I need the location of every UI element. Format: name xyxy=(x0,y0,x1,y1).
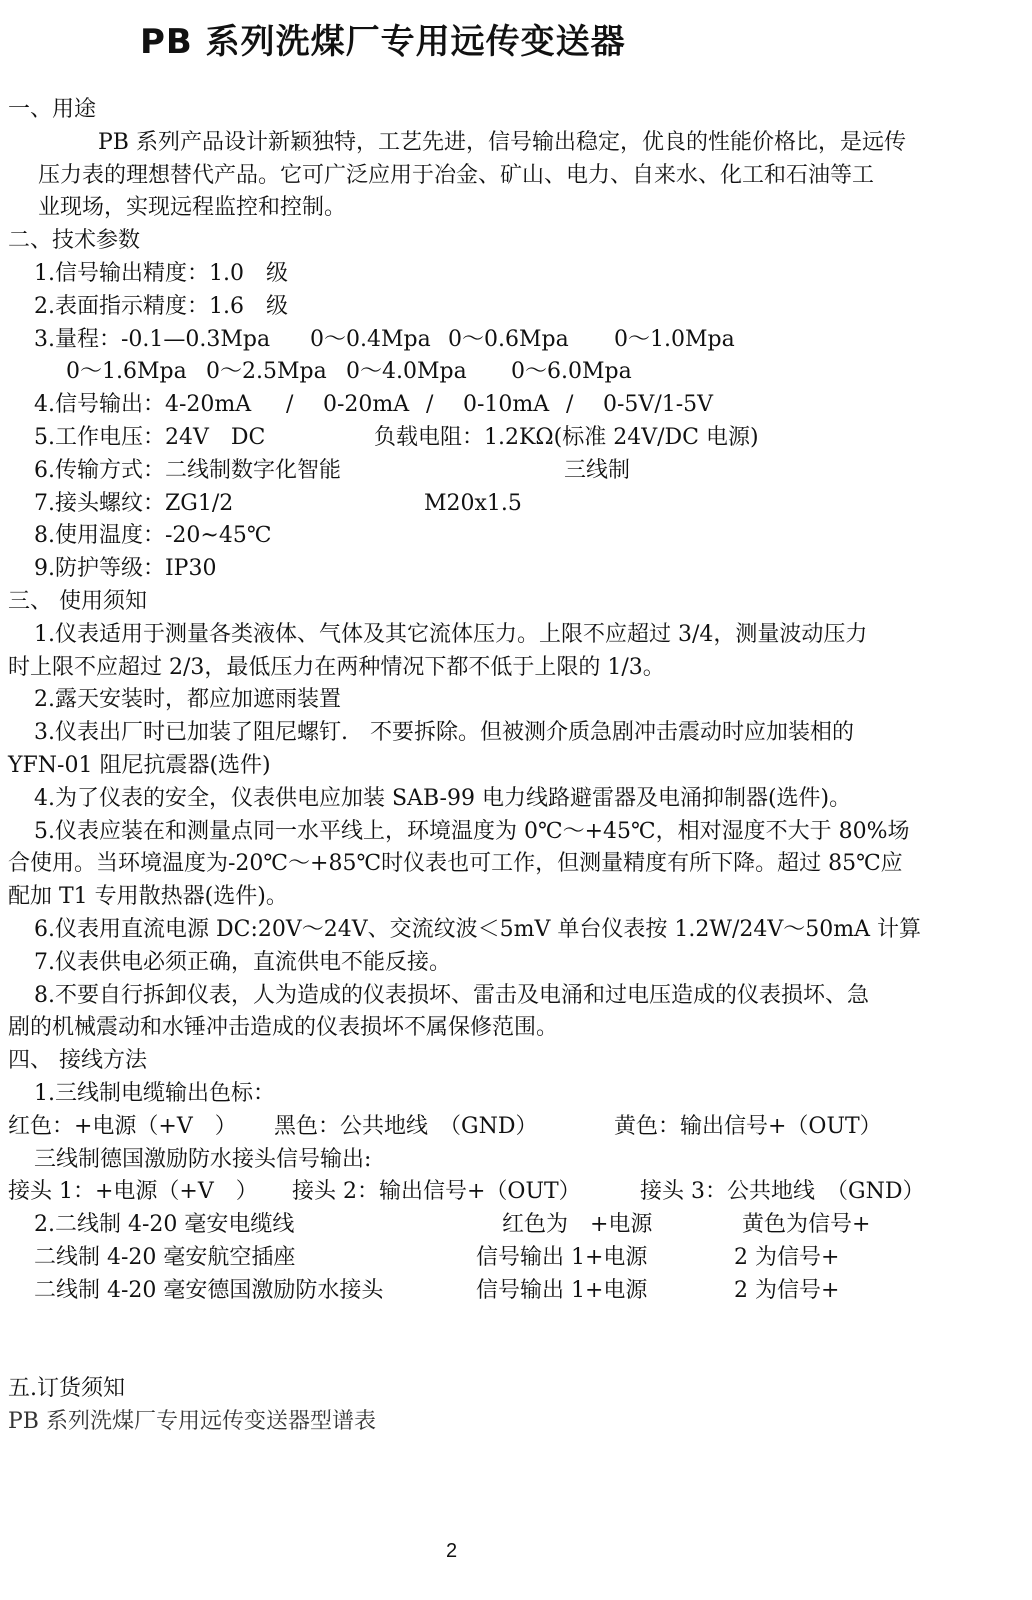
document-body xyxy=(8,94,1020,1439)
separator: / xyxy=(286,392,294,418)
wiring-pin: 黄色为信号+ xyxy=(742,1212,871,1238)
note-line: 时上限不应超过 2/3，最低压力在两种情况下都不低于上限的 1/3。 xyxy=(8,654,665,680)
note-line: 7.仪表供电必须正确，直流供电不能反接。 xyxy=(34,949,451,975)
note-line: 3.仪表出厂时已加装了阻尼螺钉. 不要拆除。但被测介质急剧冲击震动时应加装相的 xyxy=(34,720,854,746)
wiring-pin: 信号输出 1+电源 xyxy=(476,1277,648,1303)
paragraph-line: 业现场，实现远程监控和控制。 xyxy=(38,195,347,221)
transmission-value: 三线制 xyxy=(564,457,631,483)
section-heading-ordering: 五.订货须知 xyxy=(8,1376,125,1402)
note-line: 6.仪表用直流电源 DC:20V～24V、交流纹波＜5mV 单台仪表按 1.2W/24V～50mA 计算 xyxy=(34,916,921,942)
separator: / xyxy=(566,392,574,418)
wiring-two-wire-cable xyxy=(8,1209,1020,1242)
wiring-pin: 红色为 +电源 xyxy=(502,1212,653,1238)
note-line: 合使用。当环境温度为-20℃～+85℃时仪表也可工作，但测量精度有所下降。超过 85℃应 xyxy=(8,851,903,877)
paragraph-line: 压力表的理想替代产品。它可广泛应用于冶金、矿山、电力、自来水、化工和石油等工 xyxy=(38,162,875,188)
spec-signal-output xyxy=(8,389,1020,422)
spec-thread xyxy=(8,488,1020,521)
spec-temperature: 8.使用温度：-20~45℃ xyxy=(34,523,272,549)
output-value: 0-10mA xyxy=(463,392,550,418)
transmission-value: 6.传输方式：二线制数字化智能 xyxy=(34,457,341,483)
wiring-colors xyxy=(8,1111,1020,1144)
section-heading-wiring: 四、 接线方法 xyxy=(8,1048,147,1074)
spec-output-accuracy: 1.信号输出精度：1.0 级 xyxy=(34,260,288,286)
model-table-title: PB 系列洗煤厂专用远传变送器型谱表 xyxy=(8,1409,376,1435)
connector-2: 接头 2：输出信号+（OUT） xyxy=(292,1179,581,1205)
section-heading-notes: 三、 使用须知 xyxy=(8,588,147,614)
note-line: 配加 T1 专用散热器(选件)。 xyxy=(8,884,288,910)
thread-value: M20x1.5 xyxy=(424,490,522,516)
wiring-red: 红色：+电源（+V ） xyxy=(8,1113,237,1139)
document-title: PB 系列洗煤厂专用远传变送器 xyxy=(140,22,626,62)
load-resistance: 负载电阻：1.2KΩ(标准 24V/DC 电源) xyxy=(374,424,759,450)
range-value: 0～4.0Mpa xyxy=(346,359,467,385)
wiring-line: 1.三线制电缆输出色标： xyxy=(34,1080,275,1106)
spec-range xyxy=(8,324,1020,357)
voltage-value: 5.工作电压：24V DC xyxy=(34,424,266,450)
output-value: 0-5V/1-5V xyxy=(603,392,714,418)
note-line: 1.仪表适用于测量各类液体、气体及其它流体压力。上限不应超过 3/4，测量波动压力 xyxy=(34,621,868,647)
wiring-pin: 信号输出 1+电源 xyxy=(476,1244,648,1270)
wiring-line: 三线制德国激励防水接头信号输出: xyxy=(34,1146,372,1172)
page-number: 2 xyxy=(446,1540,458,1562)
section-heading-usage: 一、用途 xyxy=(8,97,97,122)
note-line: 4.为了仪表的安全，仪表供电应加装 SAB-99 电力线路避雷器及电涌抑制器(选件)。 xyxy=(34,785,852,811)
separator: / xyxy=(426,392,434,418)
note-line: 剧的机械震动和水锤冲击造成的仪表损坏不属保修范围。 xyxy=(8,1015,559,1041)
wiring-yellow: 黄色：输出信号+（OUT） xyxy=(614,1113,882,1139)
wiring-two-wire-waterproof xyxy=(8,1275,1020,1308)
range-value: 0～2.5Mpa xyxy=(206,359,327,385)
output-value: 4.信号输出：4-20mA xyxy=(34,392,252,418)
connector-1: 接头 1：+电源（+V ） xyxy=(8,1179,258,1205)
range-value: 3.量程：-0.1—0.3Mpa xyxy=(34,326,271,352)
range-value: 0～6.0Mpa xyxy=(511,359,632,385)
spec-protection: 9.防护等级：IP30 xyxy=(34,556,217,582)
note-line: 2.露天安装时，都应加遮雨装置 xyxy=(34,687,341,713)
thread-value: 7.接头螺纹：ZG1/2 xyxy=(34,490,234,516)
range-value: 0～0.4Mpa xyxy=(310,326,431,352)
wiring-black: 黑色：公共地线 （GND） xyxy=(274,1113,538,1139)
connector-3: 接头 3：公共地线 （GND） xyxy=(640,1179,925,1205)
paragraph-line: PB 系列产品设计新颖独特，工艺先进，信号输出稳定，优良的性能价格比，是远传 xyxy=(98,129,906,155)
wiring-type: 二线制 4-20 毫安德国激励防水接头 xyxy=(34,1277,384,1303)
range-value: 0～1.6Mpa xyxy=(66,359,187,385)
spec-range-cont xyxy=(8,356,1020,389)
range-value: 0～0.6Mpa xyxy=(448,326,569,352)
wiring-type: 2.二线制 4-20 毫安电缆线 xyxy=(34,1212,295,1238)
wiring-pin: 2 为信号+ xyxy=(734,1277,840,1303)
output-value: 0-20mA xyxy=(323,392,410,418)
wiring-connectors xyxy=(8,1176,1020,1209)
range-value: 0～1.0Mpa xyxy=(614,326,735,352)
wiring-pin: 2 为信号+ xyxy=(734,1244,840,1270)
note-line: YFN-01 阻尼抗震器(选件) xyxy=(8,752,271,778)
spacer xyxy=(8,1307,1020,1373)
spec-display-accuracy: 2.表面指示精度：1.6 级 xyxy=(34,293,288,319)
wiring-type: 二线制 4-20 毫安航空插座 xyxy=(34,1244,296,1270)
note-line: 8.不要自行拆卸仪表，人为造成的仪表损坏、雷击及电涌和过电压造成的仪表损坏、急 xyxy=(34,982,869,1008)
note-line: 5.仪表应装在和测量点同一水平线上，环境温度为 0℃～+45℃，相对湿度不大于 80%场 xyxy=(34,818,910,844)
section-heading-specs: 二、技术参数 xyxy=(8,228,141,254)
spec-transmission xyxy=(8,455,1020,488)
spec-voltage xyxy=(8,422,1020,455)
wiring-two-wire-aviation xyxy=(8,1242,1020,1275)
